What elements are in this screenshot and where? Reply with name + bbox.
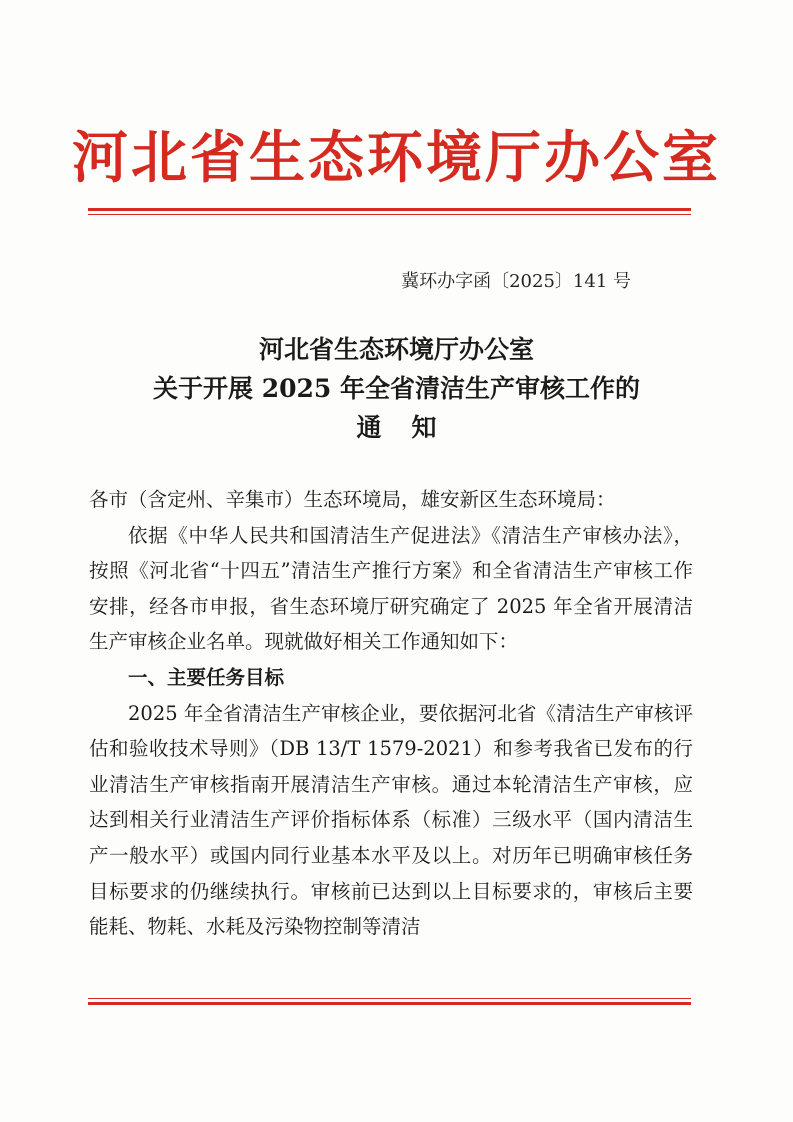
paragraph-2: 2025 年全省清洁生产审核企业，要依据河北省《清洁生产审核评估和验收技术导则》（DB 13/T 1579-2021）和参考我省已发布的行业清洁生产审核指南开展清洁生产审核。通过本轮清洁生产审核，应达到相关行业清洁生产评价指标体系（标准）三级水平（国内清洁生产一般水平）或国内同行业基本水平及以上。对历年已明确审核任务目标要求的仍继续执行。审核前已达到以上目标要求的，审核后主要能耗、物耗、水耗及污染物控制等清洁 — [89, 701, 693, 939]
section-heading-1: 一、主要任务目标 — [128, 665, 285, 689]
title-line-3: 通知 — [356, 413, 467, 442]
salutation: 各市（含定州、辛集市）生态环境局，雄安新区生态环境局： — [89, 488, 616, 511]
document-number: 冀环办字函〔2025〕141 号 — [401, 271, 631, 292]
header-red-rule-thin — [88, 214, 691, 215]
paragraph-1: 依据《中华人民共和国清洁生产促进法》《清洁生产审核办法》，按照《河北省“十四五”清洁生产推行方案》和全省清洁生产审核工作安排，经各市申报，省生态环境厅研究确定了 2025 年全省开展清洁生产审核企业名单。现就做好相关工作通知如下： — [89, 523, 693, 654]
document-title — [0, 330, 793, 447]
issuing-office-header: 河北省生态环境厅办公室 — [72, 125, 721, 191]
header-red-rule-thick — [88, 208, 691, 211]
footer-red-rule-thick — [88, 1002, 691, 1005]
title-line-1: 河北省生态环境厅办公室 — [258, 335, 534, 364]
footer-red-rule-thin — [88, 998, 691, 999]
document-body — [89, 482, 693, 945]
title-line-2: 关于开展 2025 年全省清洁生产审核工作的 — [153, 374, 640, 403]
